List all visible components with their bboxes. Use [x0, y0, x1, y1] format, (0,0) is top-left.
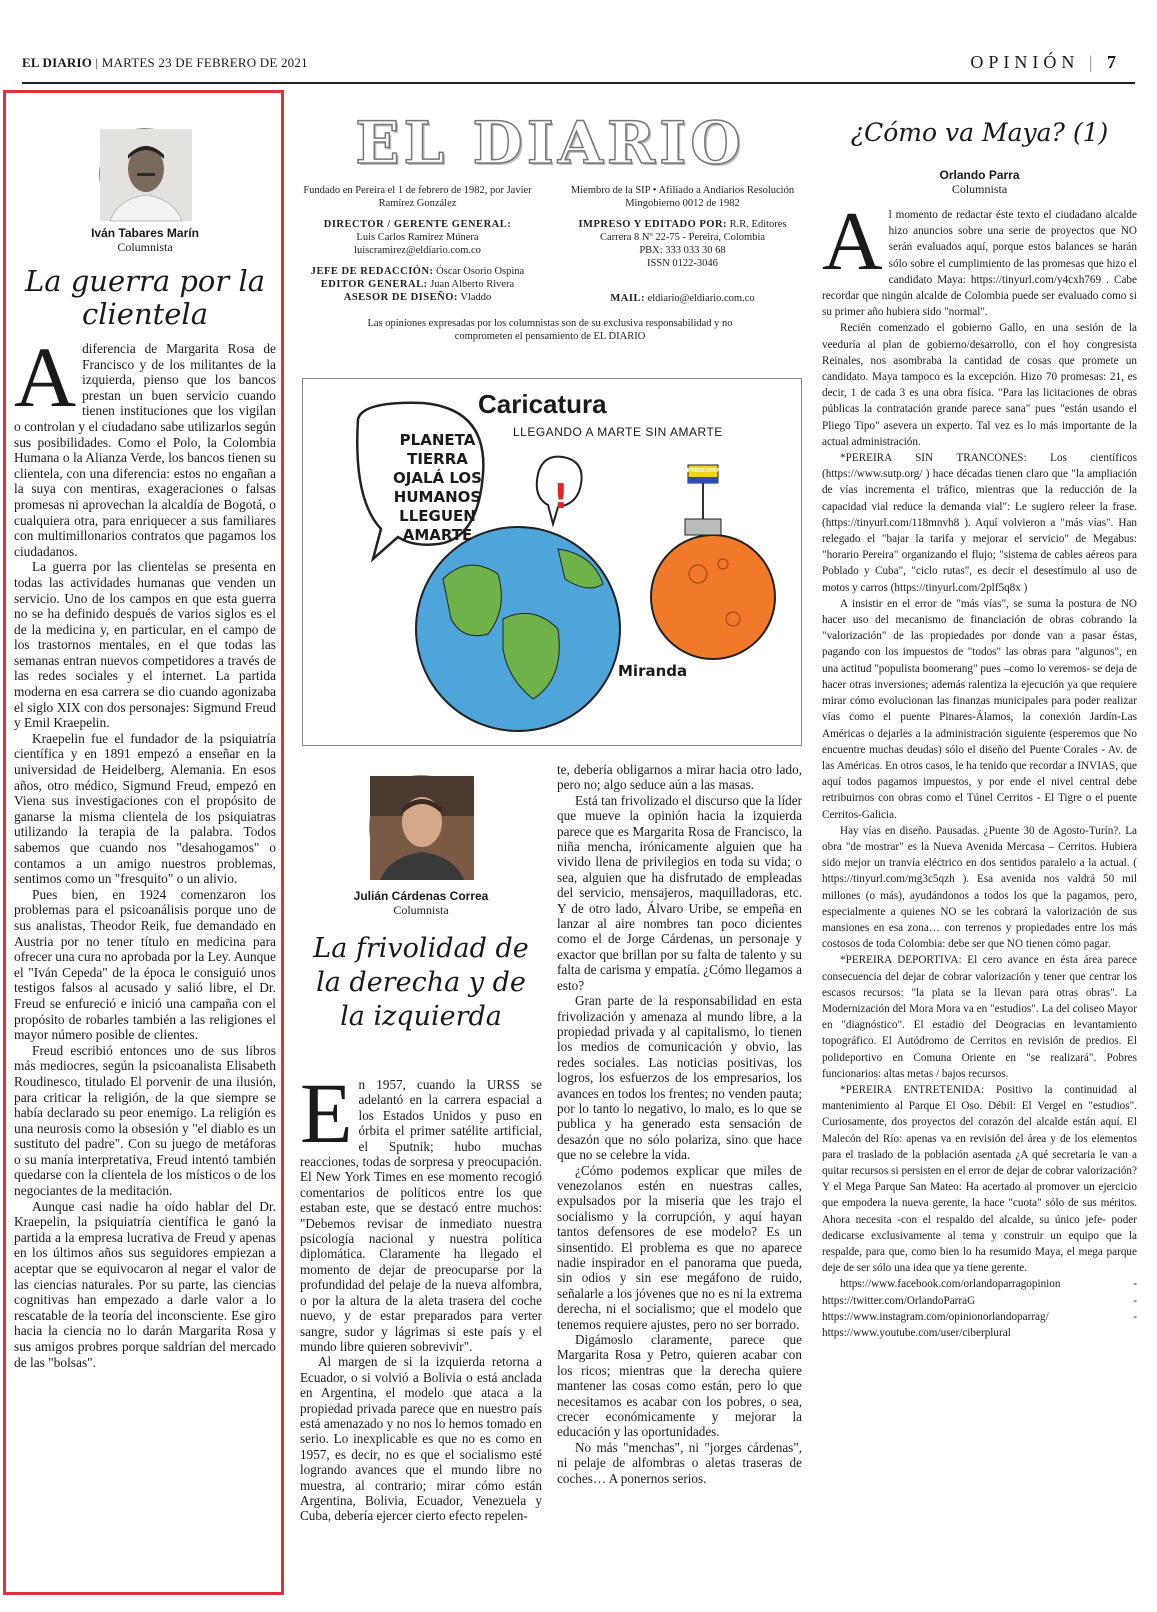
paragraph: Gran parte de la responsabilidad en esta frivolización y amenaza al mundo libre, a la propiedad privada y al capitalismo, lo tienen los medios de comunicación y obvio, las redes sociales. Las noticias positivas, los logros, los esfuerzos de los empresarios, los avances en todos los frentes; no venden pauta; por lo tanto lo negativo, lo malo, es lo que se publica y ha generado esta sensación de desazón que no sólo polariza, sino que hace que no se celebre la vida.	[557, 993, 802, 1163]
paragraph: Recién comenzado el gobierno Gallo, en una sesión de la veeduría al plan de gobierno/desarrollo, con el hoy congresista Reinales, nos asombraba la cantidad de cosas que promete un candidato. Maya tampoco es la excepción. Hizo 70 promesas: 21, es decir, 1 de cada 3 es una obra física. "Para las licitaciones de obras públicas la contratación grande parece sana" pues "están usando el Pliego Tipo" asevera un experto. Tal vez es lo más importante de la actual administración.	[822, 322, 1137, 448]
bubble-line: PLANETA	[399, 431, 476, 449]
article-body	[822, 195, 1137, 1341]
caricatura-box	[302, 378, 802, 746]
article2-col1	[300, 1065, 542, 1524]
caricatura-subtitle: LLEGANDO A MARTE SIN AMARTE	[513, 425, 723, 439]
paragraph: *PEREIRA DEPORTIVA: El cero avance en ésta área parece consecuencia del dejar de cobrar valorización y tener que centrar los escasos recursos: "la plata se la llevan para otras obras". La Modernización del Mora Mora va en "estudios". La del coliseo Mayor en "diagnóstico". El estadio del Deogracias en levantamiento topográfico. El Autódromo de Cerritos en revisión de predios. El polideportivo en Comuna Oriente en "se realizará". Pobres funcionarios: altas metas / bajos recursos.	[822, 954, 1137, 1080]
editor-name: Juan Alberto Rivera	[430, 279, 515, 290]
paragraph: n 1957, cuando la URSS se adelantó en la carrera espacial a los Estados Unidos y puso en órbita el primer satélite artificial, el Sputnik; hubo muchas reacciones, todas de sorpresa y preocupación. El New York Times en ese momento recogió comentarios de políticos entre los que estaban este, que se destacó entre muchos: "Debemos revisar de inmediato nuestra psicología nacional y nuestra política diplomática. Claramente ha llegado el momento de dejar de preocuparse por la profundidad del pelaje de la nueva alfombra, o por la altura de la aleta trasera del coche nuevo, y de estar preparados para verter sangre, sudor y lágrimas si este país y el mundo libre quieren sobrevivir".	[300, 1077, 542, 1354]
exclamation-mark: !	[553, 477, 569, 517]
paragraph: Está tan frivolizado el discurso que la líder que mueve la opinión hacia la izquierda parece que es Margarita Rosa de Francisco, la niña mencha, irónicamente alguien que ha vivido llena de privilegios en toda su vida; o sea, alguien que ha disfrutado de empleadas del servicio, mensajeros, maquilladoras, etc. Y de otro lado, Álvaro Uribe, se empeña en lanzar al aire nombres tan poco dicientes como el de Jorge Cárdenas, un personaje y exactor que brillan por su falta de talento y su falta de carisma y empatía. ¿Cómo llegamos a esto?	[557, 792, 802, 993]
header-separator: |	[95, 55, 102, 70]
bubble-line: OJALÁ LOS	[393, 469, 482, 487]
author-role: Columnista	[951, 182, 1008, 196]
drop-cap: A	[822, 195, 883, 288]
author-name: Julián Cárdenas Correa	[353, 889, 489, 903]
article-como-va-maya	[822, 118, 1137, 1341]
paragraph: l momento de redactar éste texto el ciudadano alcalde hizo anuncios sobre una serie de proyectos que NO serán evaluados aquí, porque estos balances se harán sólo sobre el cumplimiento de las promesas que hizo el candidato Maya: https://tinyurl.com/y4cxh769 . Cabe recordar que ningún alcalde de Colombia puede ser evaluado como si su primer año hubiera sido "normal".	[822, 209, 1137, 319]
masthead-pbx: PBX: 333 033 30 68	[639, 245, 726, 256]
masthead-logo: EL DIARIO	[355, 109, 745, 177]
article-title: La guerra por la clientela	[24, 264, 266, 331]
masthead-disclaimer: Las opiniones expresadas por los columnistas son de su exclusiva responsabilidad y no comprometen el pensamiento de EL DIARIO	[367, 318, 733, 342]
bubble-line: HUMANOS	[393, 488, 482, 506]
author-name: Iván Tabares Marín	[91, 226, 199, 240]
header-date: MARTES 23 DE FEBRERO DE 2021	[101, 55, 308, 70]
paragraph: Al margen de si la izquierda retorna a Ecuador, o si volvió a Bolivia o está anclada en Argentina, el modelo que ataca a la propiedad privada parece que en nuestro país está amenazado y no nos lo hemos tomado en serio. Lo inexplicable es que no es como en 1957, es decir, no es que el socialismo esté logrando avances que el mundo libre no muestra, al contrario; mirar cómo están Argentina, Bolivia, Ecuador, Venezuela y Cuba, debería ejercer cierto efecto repelen-	[300, 1354, 542, 1524]
editor-label: EDITOR GENERAL:	[320, 279, 428, 290]
page-number: 7	[1107, 52, 1121, 72]
caricatura-signature: Miranda	[618, 662, 688, 680]
paragraph: *PEREIRA ENTRETENIDA: Positivo la continuidad al mantenimiento al Parque El Oso. Débil: El Vergel en "estudios". Curiosamente, dos proyectos del corazón del alcalde están aquí. El Malecón del Río: apenas va en revisión del área y de los elementos para el traslado de la población asentada ¿A qué secretaria le van a quitar recursos si persisten en el error de dejar de cobrar valorización? Y el Mega Parque San Mateo: Ha acertado al promover un ejercicio que empodera la nueva gerente, la hace "cuota" sólo de sus méritos. Ahora necesita -con el respaldo del alcalde, su único jefe- poder dedicarse exclusivamente al tema y construir un equipo que la respalde, para que, como bien lo ha resumido Maya, el mega parque deje de ser sólo una idea que ya tiene gerente.	[822, 1083, 1137, 1275]
masthead-member: Miembro de la SIP • Afiliado a Andiarios Resolución Mingobierno 0012 de 1982	[570, 185, 795, 209]
article-body	[14, 329, 276, 1370]
caricatura-bubble	[385, 431, 490, 545]
author-name: Orlando Parra	[939, 168, 1020, 182]
author-photo-julian-figure	[370, 776, 474, 880]
masthead-founded: Fundado en Pereira el 1 de febrero de 1982, por Javier Ramírez González	[303, 185, 532, 209]
author-role: Columnista	[117, 240, 173, 254]
jefe-name: Óscar Osorio Ospina	[436, 266, 525, 277]
masthead-address: Carrera 8 Nº 22-75 - Pereira, Colombia	[599, 232, 766, 243]
paragraph-links: https://www.facebook.com/orlandoparragopinion - https://twitter.com/OrlandoParraG - https://www.instagram.com/opinionorlandoparrag/ - https://www.youtube.com/user/ciberplural	[822, 1278, 1137, 1340]
paragraph: te, debería obligarnos a mirar hacia otro lado, pero no; algo seduce aún a las masas.	[557, 762, 802, 793]
drop-cap: E	[300, 1065, 353, 1161]
paragraph: Freud escribió entonces uno de sus libros más mediocres, según la psicoanalista Elisabeth Roudinesco, titulado El porvenir de una ilusión, para criticar la religión, de la que siempre se había declarado su peor enemigo. La religión es una neurosis como la obsesión y "el diablo es un sustituto del padre". Con su juego de metáforas o su manía interpretativa, Freud intentó también quedarse con la clientela de los místicos o de los negociantes de la meditación.	[14, 1042, 276, 1199]
drop-cap: A	[14, 329, 77, 425]
paragraph: La guerra por las clientelas se presenta en todas las actividades humanas que venden un servicio. Uno de los campos en que esta guerra no se ha definido después de varios siglos es el de la medicina y, en particular, en el campo de los trastornos mentales, en el que todas las semanas entran nuevos competidores a través de las redes sociales y el internet. La partida moderna en esa carrera se dio cuando agonizaba el siglo XIX con dos personajes: Sigmund Freud y Emil Kraepelin.	[14, 559, 276, 731]
paragraph: ¿Cómo podemos explicar que miles de venezolanos estén en nuestras calles, expulsados por la miseria que les trajo el socialismo y la corrupción, y aquí hayan tantos defensores de ese modelo? Es un sinsentido. El problema es que no aparece nadie inspirador en el panorama que pueda, sin odios y sin ese megáfono de ruido, señalarle a los jóvenes que no es ni la extrema derecha, ni el socialismo; que el modelo que tenemos requiere ajustes, pero no ser borrado.	[557, 1162, 802, 1332]
asesor-label: ASESOR DE DISEÑO:	[343, 292, 458, 303]
paragraph: Aunque casi nadie ha oído hablar del Dr. Kraepelin, la psiquiatría científica le ganó la partida a la empresa lucrativa de Freud y apenas en los últimos años sus seguidores empiezan a aceptar que se equivocaron al negar el valor de las ciencias naturales. Por su parte, las ciencias cognitivas han empezado a darle valor a lo rescatable de la teoría del inconsciente. Ese giro hacia la ciencia no lo darán Margarita Rosa y sus amigos probres porque saldrían del mercado de las "bolsas".	[14, 1198, 276, 1370]
asesor-name: Vladdo	[460, 292, 492, 303]
paragraph: Hay vías en diseño. Pausadas. ¿Puente 30 de Agosto-Turín?. La obra "de mostrar" es la Nueva Avenida Mercasa – Cerritos. Hubiera sido mejor un tranvía eléctrico en dos sentidos paralelo a la actual. ( https://tinyurl.com/mg3c5qzh ). Esa avenida nos valdrá 50 mil millones (o más), ayudándonos a todos los que la pagamos, pero, especialmente a quienes NO se les cobrará la valorización de sus mansiones en esa zona… con terrenos y propiedades entre los más costosos de toda Colombia: debe ser que NO tienen cómo pagar.	[822, 824, 1137, 951]
paragraph: A insistir en el error de "más vías", se suma la postura de NO hacer uso del mecanismo de financiación de obras cobrando la "valorización" de las propiedades por donde van a pasar éstas, pagando con los impuestos de "todos" las obras para "algunos", en una actitud "populista boomerang" pues –como lo veremos- se deja de hacer otras inversiones; además ralentiza la ejecución ya que requiere mirar cómo evolucionan las finanzas municipales para poder realizar vías como el puente Pinares-Álamos, la conexión Jardín-Las Américas o dejarles a la administración siguiente (esperemos que No encuentre muchas deudas) sólo el diseño del Puente Corales - Av. de las Américas. En otros casos, le ha tenido que recordar a INVIAS, que aquí todos pagamos impuestos, y por ende el nivel central debe retribuirnos con obras como el Túnel Cerritos - El Tigre o el puente Cerritos-Galicia.	[822, 597, 1137, 821]
director-label: DIRECTOR / GERENTE GENERAL:	[323, 219, 512, 230]
mail-label: MAIL:	[610, 293, 645, 304]
header-paper-name: EL DIARIO	[22, 55, 93, 70]
paragraph: Pues bien, en 1924 comenzaron los problemas para el psicoanálisis porque uno de sus analistas, Theodor Reik, fue demandado en Austria por no tener título en medicina para ofrecer una cura no aprobada por la Ley. Aunque el "Iván Cepeda" de la época le consiguió unos testigos falsos al acusado y salió libre, el Dr. Freud se enfureció e inició una campaña con el propósito de robarles también a las religiones el mayor número posible de clientes.	[14, 886, 276, 1043]
author-photo-julian	[369, 775, 473, 879]
director-email: luiscramirez@eldiario.com.co	[354, 245, 481, 256]
header-rule	[22, 82, 1135, 84]
rover-flag-label: PERSEVERANCE	[687, 468, 732, 474]
printer-label: IMPRESO Y EDITADO POR:	[578, 219, 728, 230]
article-title: ¿Cómo va Maya? (1)	[850, 118, 1109, 147]
paragraph: Kraepelin fue el fundador de la psiquiatría científica y en 1891 empezó a enseñar en la universidad de Heidelberg, Alemania. En esos años, otro médico, Sigmund Freud, empezó en Viena sus investigaciones con el propósito de ganarse la misma clientela de los psiquiatras utilizando la terapia de la palabra. Todos sabemos que cuando nos "desahogamos" o contamos a un amigo nuestros problemas, sentimos como un "fresquito" o un alivio.	[14, 730, 276, 887]
bubble-line: TIERRA	[407, 450, 468, 468]
director-name: Luis Carlos Ramírez Múnera	[356, 232, 479, 243]
header-paper-date	[22, 55, 308, 71]
header-separator: |	[1088, 52, 1107, 72]
caricatura-title: Caricatura	[478, 389, 607, 419]
jefe-label: JEFE DE REDACCIÓN:	[310, 266, 434, 277]
paragraph: No más "menchas", ni "jorges cárdenas", ni pelaje de alfombras o aletas traseras de coches… A ponernos serios.	[557, 1439, 802, 1486]
paragraph: Digámoslo claramente, parece que Margarita Rosa y Petro, quieren acabar con los ricos; mientras que la derecha quiere mantener las cosas como están, pero lo que necesitamos es acabar con los pobres, o sea, crecer económicamente y mejorar la educación y las oportunidades.	[557, 1332, 802, 1440]
header-section	[970, 52, 1121, 73]
masthead	[300, 108, 800, 343]
printer-name: R.R. Editores	[729, 219, 787, 230]
bubble-line: LLEGUEN	[399, 507, 476, 525]
article-title: La frivolidad de la derecha y de la izquierda	[313, 933, 529, 1032]
article2-col2	[557, 762, 802, 1486]
article-guerra-clientela	[14, 98, 276, 1370]
paragraph: *PEREIRA SIN TRANCONES: Los científicos (https://www.sutp.org/ ) hace décadas tienen claro que "la ampliación de vías incrementa el tráfico, mientras que la reducción de la capacidad vial reduce la demanda vial": Le sugiero releer la frase. (https://tinyurl.com/118mnvh8 ). Aquí volvieron a "más vías". Han relegado el "bajar la tarifa y mejorar el servicio" de Megabus: "horario Pereira" organizando el flujo; "sistema de cables aéreos para Poblado y Cuba", "ciclo rutas", es decir el desestímulo al uso de motos y carros (https://tinyurl.com/2plf5q8x )	[822, 452, 1137, 594]
bubble-line: AMARTE	[402, 526, 473, 544]
section-name: OPINIÓN	[970, 52, 1080, 72]
masthead-issn: ISSN 0122-3046	[647, 258, 718, 269]
paragraph: diferencia de Margarita Rosa de Francisco y de los militantes de la izquierda, pienso que los bancos prestan un buen servicio cuando tienen instituciones que los vigilan o controlan y el ciudadano sabe utilizarlos según sus posibilidades. Como el Polo, la Colombia Humana o la Alianza Verde, los bancos tienen su clientela, con una diferencia: estos no engañan a la suya con mentiras, exageraciones o falsas promesas ni aprovechan la alcaldía de Bogotá, o cualquiera otra, para enriquecer a sus familiares con multimillonarios contratos que pagamos los ciudadanos.	[14, 341, 276, 559]
article2-header	[300, 760, 542, 1034]
author-photo-ivan-figure	[100, 129, 192, 221]
mail-address: eldiario@eldiario.com.co	[647, 293, 755, 304]
author-photo-ivan	[99, 128, 191, 220]
author-role: Columnista	[393, 903, 449, 917]
